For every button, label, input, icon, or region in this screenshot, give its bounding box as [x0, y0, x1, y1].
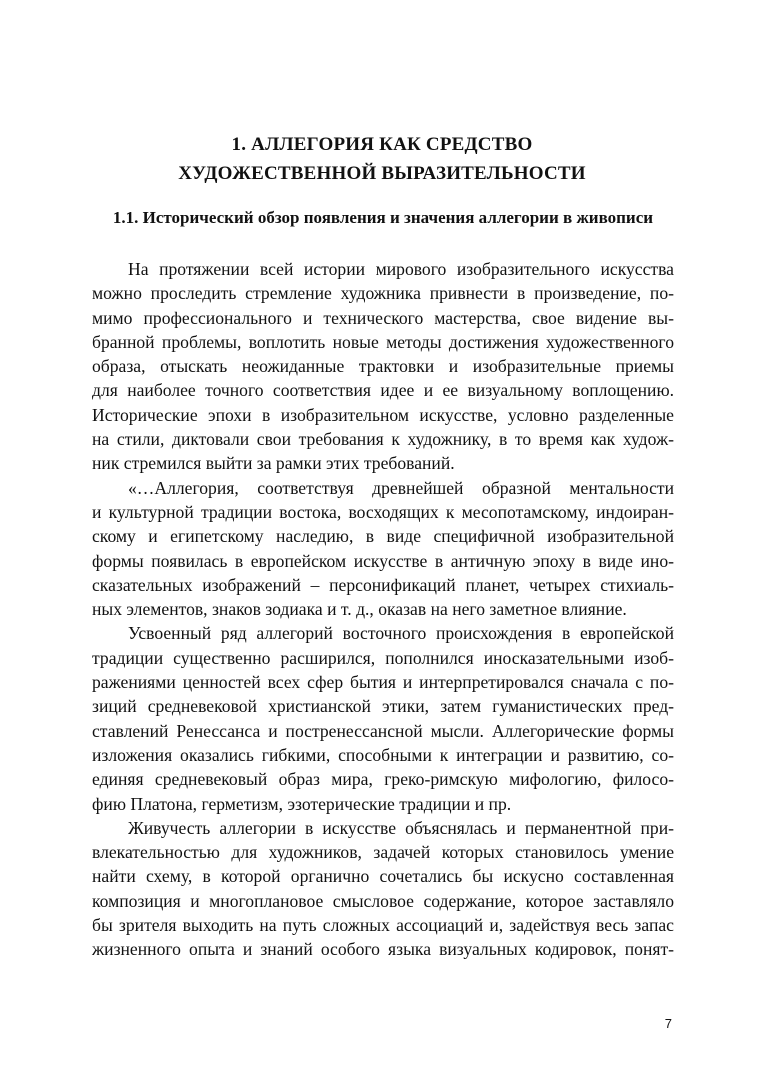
- text-line: найти схему, в которой органично сочетались бы искусно составленная: [92, 866, 674, 887]
- paragraph: [92, 816, 674, 962]
- paragraph: [92, 257, 674, 476]
- text-line: формы появилась в европейском искусстве в античную эпоху в виде ино-: [92, 550, 674, 571]
- text-line: На протяжении всей истории мирового изобразительного искусства: [128, 259, 674, 279]
- text-line: образа, отыскать неожиданные трактовки и изобразительные приемы: [92, 356, 674, 377]
- text-line: на стили, диктовали свои требования к художнику, в то время как худож-: [92, 429, 674, 450]
- text-line: традиции существенно расширился, пополнился иносказательными изоб-: [92, 647, 674, 668]
- text-line: композиция и многоплановое смысловое содержание, которое заставляло: [92, 890, 674, 911]
- text-line: и культурной традиции востока, восходящих к месопотамскому, индоиран-: [92, 501, 674, 522]
- text-line: ставлений Ренессанса и постренессансной мысли. Аллегорические формы: [92, 720, 674, 741]
- text-line: единяя средневековый образ мира, греко-римскую мифологию, филосо-: [92, 769, 674, 790]
- page-number: 7: [664, 1016, 672, 1031]
- body-text: [92, 257, 674, 962]
- text-line: жизненного опыта и знаний особого языка визуальных кодировок, понят-: [92, 939, 674, 960]
- paragraph: [92, 621, 674, 815]
- text-line: Живучесть аллегории в искусстве объяснялась и перманентной при-: [128, 817, 674, 838]
- text-line: влекательностью для художников, задачей которых становилось умение: [92, 842, 674, 863]
- text-line: Усвоенный ряд аллегорий восточного происхождения в европейской: [128, 623, 674, 644]
- text-line: изложения оказались гибкими, способными к интеграции и развитию, со-: [92, 744, 674, 765]
- text-line: зиций средневековой христианской этики, затем гуманистических пред-: [92, 696, 674, 717]
- text-line: ражениями ценностей всех сфер бытия и интерпретировался сначала с по-: [92, 672, 674, 693]
- text-line: ник стремился выйти за рамки этих требований.: [92, 453, 455, 474]
- chapter-title-line-1: 1. АЛЛЕГОРИЯ КАК СРЕДСТВО: [231, 134, 533, 155]
- chapter-title-line-2: ХУДОЖЕСТВЕННОЙ ВЫРАЗИТЕЛЬНОСТИ: [178, 163, 586, 184]
- text-line: для наиболее точного соответствия идее и ее визуальному воплощению.: [92, 380, 674, 401]
- text-line: «…Аллегория, соответствуя древнейшей образной ментальности: [128, 477, 674, 498]
- text-line: скому и египетскому наследию, в виде специфичной изобразительной: [92, 526, 674, 547]
- text-line: бранной проблемы, воплотить новые методы достижения художественного: [92, 331, 674, 352]
- paragraph: [92, 476, 674, 622]
- text-line: сказательных изображений – персонификаций планет, четырех стихиаль-: [92, 574, 674, 595]
- text-line: мимо профессионального и технического мастерства, свое видение вы-: [92, 307, 674, 328]
- text-line: можно проследить стремление художника привнести в произведение, по-: [92, 283, 674, 304]
- chapter-title: [92, 130, 672, 188]
- text-line: фию Платона, герметизм, эзотерические традиции и пр.: [92, 793, 512, 814]
- section-title: 1.1. Исторический обзор появления и значения аллегории в живописи: [112, 208, 654, 227]
- text-line: Исторические эпохи в изобразительном искусстве, условно разделенные: [92, 404, 674, 425]
- text-line: бы зрителя выходить на путь сложных ассоциаций и, задействуя весь запас: [92, 915, 674, 936]
- text-line: ных элементов, знаков зодиака и т. д., оказав на него заметное влияние.: [92, 599, 627, 620]
